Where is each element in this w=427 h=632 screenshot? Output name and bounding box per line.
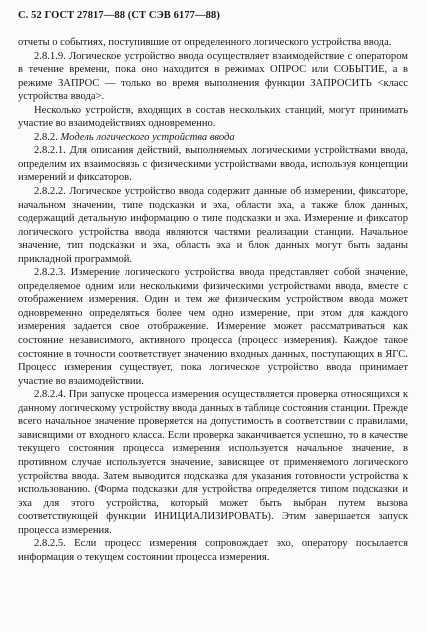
paragraph-2-8-2-5: 2.8.2.5. Если процесс измерения сопровождает эхо, оператору посылается информация о текущем состоянии процесса измерения. [18,538,408,563]
paragraph-2-8-1-9: 2.8.1.9. Логическое устройство ввода осуществляет взаимодействие с оператором в течение времени, пока оно находится в режимах ОПРОС или СОБЫТИЕ, а в режиме ЗАПРОС — только во время выполнения функции ЗАПРОСИТЬ <класс устройства ввода>. [18,50,408,103]
paragraph-continuation: отчеты о событиях, поступившие от определенного логического устройства ввода. [18,37,392,48]
paragraph-multiple-devices: Несколько устройств, входящих в состав нескольких станций, могут принимать участие во взаимодействиях одновременно. [18,104,408,130]
section-number: 2.8.2. [34,131,58,143]
page-header [18,10,220,21]
paragraph-number: 2.8.2.1. [34,145,66,157]
paragraph-2-8-2-1 [18,144,408,185]
page-number: С. 52 [18,10,42,21]
paragraph-2-8-2-3: 2.8.2.3. Измерение логического устройства ввода представляет собой значение, определяемое одним или несколькими физическими устройствами ввода, вместе с отображением измерения. Один и тем же физическим устройством ввода может одновременно определяться более чем одно измерение, при этом для каждого измерения задается свое отображение. Измерение может рассматриваться как состояние независимого, активного процесса (процесс измерения). Каждое такое состояние в точности соответствует значению входных данных, поступающих в ЯГС. Процесс измерения существует, пока логическое устройство ввода принимает участие во взаимодействии. [18,267,408,387]
paragraph-text: Для описания действий, выполняемых логическими устройствами ввода, определим их взаимосвязь с физическими устройствами ввода, используя концепции измерений и фиксаторов. [18,145,408,184]
paragraph-2-8-2-4: 2.8.2.4. При запуске процесса измерения осуществляется проверка относящихся к данному логическому устройству ввода данных в таблице состояния станции. Прежде всего начальное значение проверяется на допустимость в соответствии с правилами, зависящими от входного класса. Если проверка заканчивается успешно, то в качестве текущего состояния процесса измерения используется начальное значение, в противном случае используется значение, зависящее от применяемого логического устройства ввода. Затем выводится подсказка для указания готовности устройства к использованию. (Форма подсказки для устройства определяется типом подсказки и эха для этого устройства, который может быть выбран путем вызова соответствующей функции ИНИЦИАЛИЗИРОВАТЬ). Этим завершается запуск процесса измерения. [18,389,408,536]
section-heading-2-8-2 [18,131,408,145]
standard-designation: ГОСТ 27817—88 (СТ СЭВ 6177—88) [44,10,220,21]
paragraph-2-8-2-2: 2.8.2.2. Логическое устройство ввода содержит данные об измерении, фиксаторе, начальном значении, типе подсказки и эха, области эха, а также блок данных, содержащий детальную информацию о типе подсказки и эха. Измерение и фиксатор логического устройства ввода являются частями реализации станции. Начальное значение, тип подсказки и эха, область эха и блок данных могут быть заданы прикладной программой. [18,186,408,265]
body-text [18,36,408,564]
section-title: Модель логического устройства ввода [60,131,235,143]
